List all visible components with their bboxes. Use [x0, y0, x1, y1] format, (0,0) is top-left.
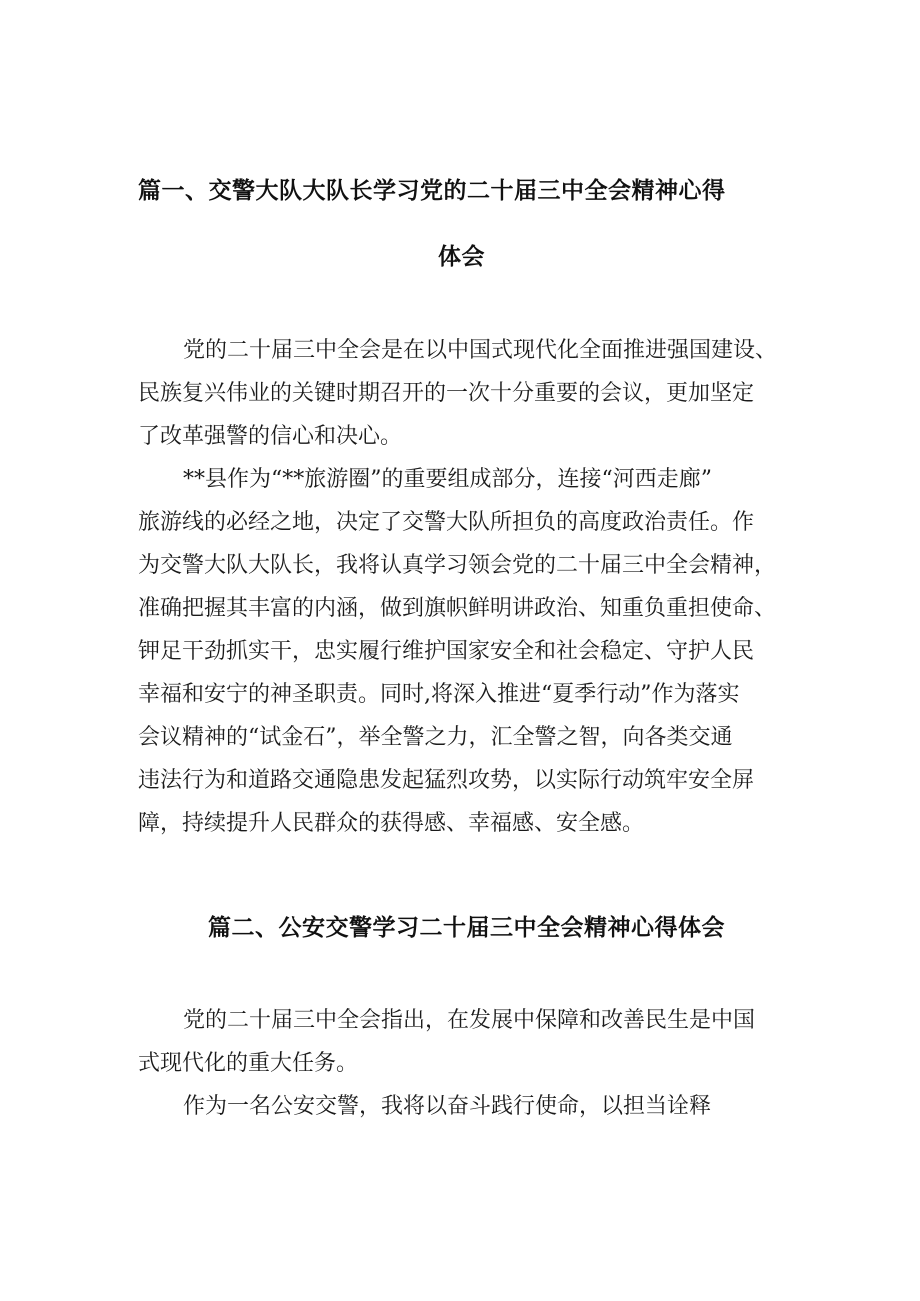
section1-para2-line2: 旅游线的必经之地，决定了交警大队所担负的高度政治责任。作: [138, 510, 755, 535]
section2-para1-line2: 式现代化的重大任务。: [138, 1051, 359, 1076]
section1-title-line2: 体会: [438, 244, 485, 270]
section1-para2-line3: 为交警大队大队长，我将认真学习领会党的二十届三中全会精神，: [138, 553, 777, 578]
section1-para2-line5: 钾足干劲抓实干，忠实履行维护国家安全和社会稳定、守护人民: [138, 639, 755, 664]
section2-para1-line1: 党的二十届三中全会指出，在发展中保障和改善民生是中国: [183, 1008, 756, 1033]
section1-para1-line3: 了改革强警的信心和决心。: [138, 424, 403, 449]
section2-title: 篇二、公安交警学习二十届三中全会精神心得体会: [208, 915, 725, 941]
section1-para2-line8: 违法行为和道路交通隐患发起猛烈攻势，以实际行动筑牢安全屏: [138, 768, 755, 793]
section1-title-line1: 篇一、交警大队大队长学习党的二十届三中全会精神心得: [138, 178, 726, 204]
section1-para1-line2: 民族复兴伟业的关键时期召开的一次十分重要的会议，更加坚定: [138, 381, 755, 406]
section1-para2-line9: 障，持续提升人民群众的获得感、幸福感、安全感。: [138, 811, 645, 836]
section2-para2-line1: 作为一名公安交警，我将以奋斗践行使命，以担当诠释: [183, 1094, 712, 1119]
section1-para2-line6: 幸福和安宁的神圣职责。同时,将深入推进“夏季行动”作为落实: [138, 682, 740, 707]
section1-para2-line7: 会议精神的“试金石”，举全警之力，汇全警之智，向各类交通: [138, 725, 733, 750]
section1-para2-line4: 准确把握其丰富的内涵，做到旗帜鲜明讲政治、知重负重担使命、: [138, 596, 777, 621]
section1-para2-line1: **县作为“**旅游圈”的重要组成部分，连接“河西走廊”: [183, 467, 712, 492]
section1-para1-line1: 党的二十届三中全会是在以中国式现代化全面推进强国建设、: [183, 338, 778, 363]
